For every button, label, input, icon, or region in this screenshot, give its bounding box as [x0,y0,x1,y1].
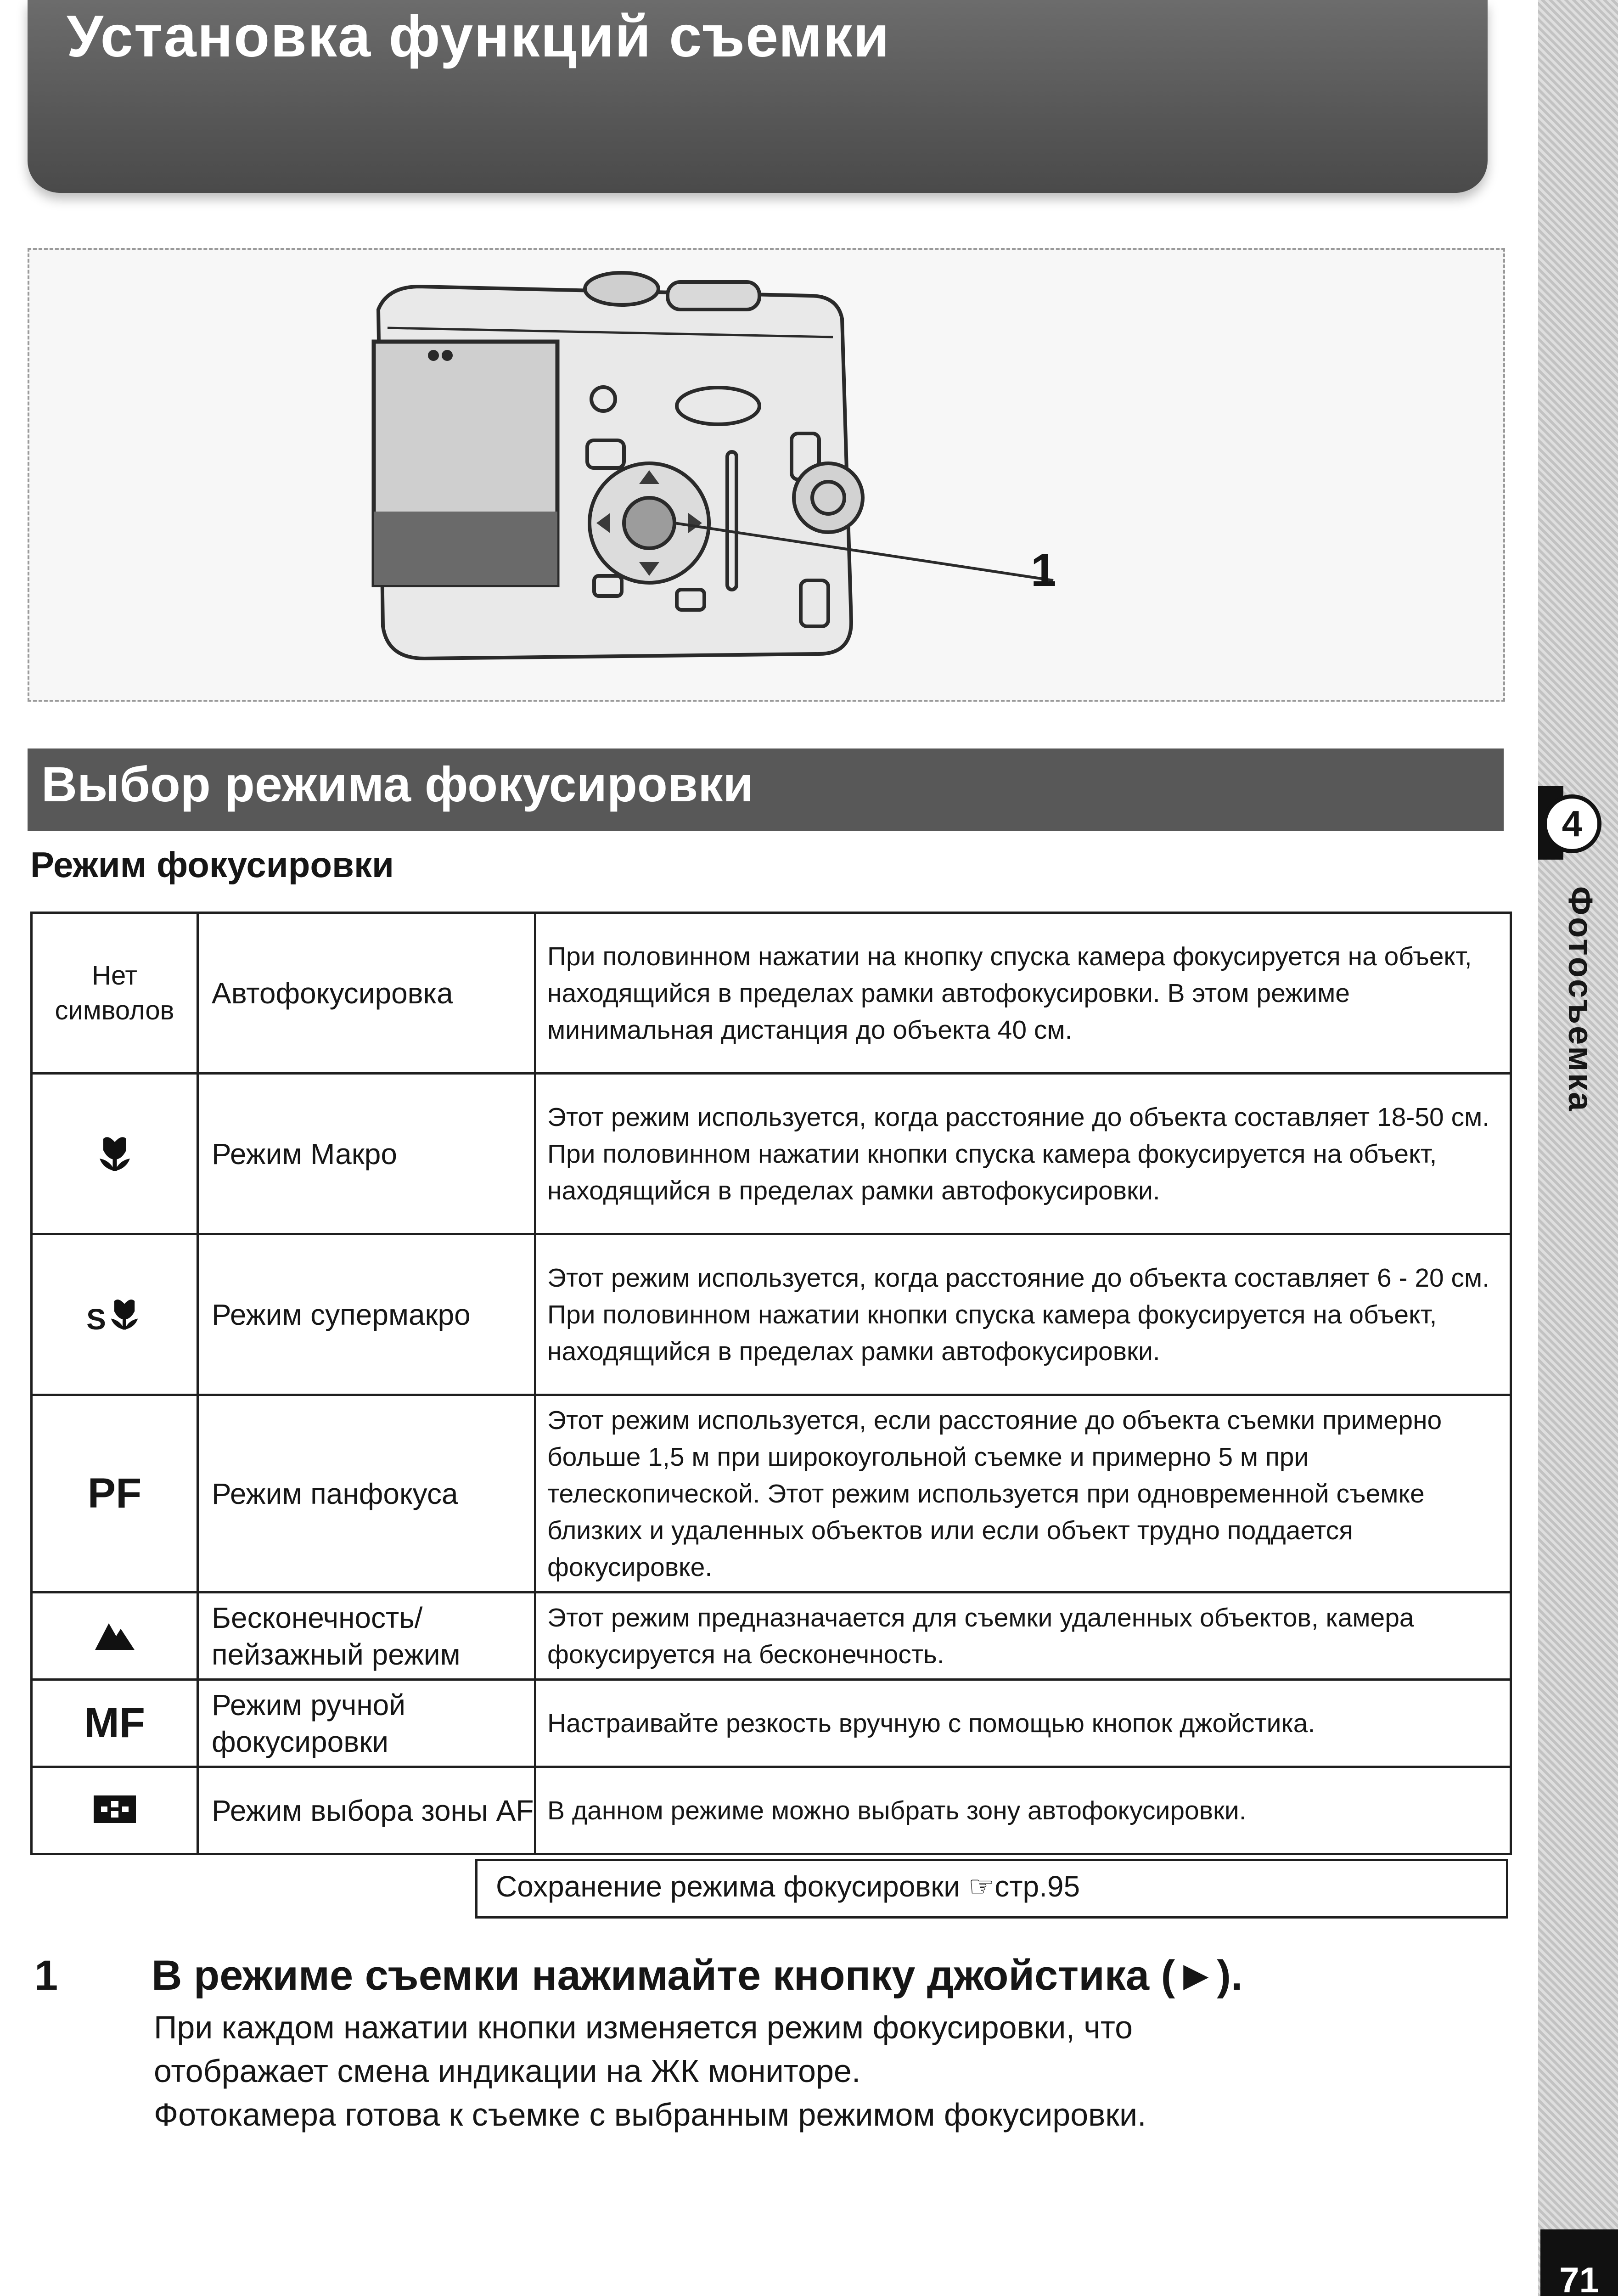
reference-link[interactable]: Сохранение режима фокусировки ☞стр.95 [496,1870,1080,1903]
mode-name: Режим Макро [198,1074,535,1234]
mode-icon-cell [32,1074,198,1234]
zoom-lever [668,282,759,310]
step-text-line: отображает смена индикации на ЖК мониторе. [154,2053,861,2089]
section-title: Выбор режима фокусировки [41,756,753,812]
no-symbols-label: Нет символов [55,960,174,1025]
step-title: В режиме съемки нажимайте кнопку джойстика (►). [152,1952,1243,1999]
mode-name: Автофокусировка [198,913,535,1074]
table-row [32,1593,1511,1680]
mode-icon-cell [32,913,198,1074]
callout-number: 1 [1031,545,1056,596]
mode-icon-cell [32,1234,198,1395]
mode-dial [794,463,863,532]
mf-text-icon: MF [84,1699,145,1746]
sub-heading: Режим фокусировки [30,844,394,885]
page-title: Установка функций съемки [67,4,890,69]
mode-name: Режим панфокуса [198,1395,535,1593]
shutter-button [585,273,658,305]
camera-illustration [28,248,1505,702]
pf-text-icon: PF [87,1470,142,1517]
macro-flower-icon [94,1132,135,1173]
mode-name: Режим ручной фокусировки [198,1680,535,1767]
mode-icon-cell [32,1593,198,1680]
table-row [32,1767,1511,1854]
table-row [32,1680,1511,1767]
step-text-line: Фотокамера готова к съемке с выбранным режимом фокусировки. [154,2097,1146,2133]
mode-description: Этот режим используется, когда расстояние до объекта составляет 18-50 см. При половинном нажатии кнопки спуска камера фокусируется на объект, находящийся в пределах рамки автофокусировки. [535,1074,1511,1234]
mode-icon-cell [32,1680,198,1767]
mode-name: Режим выбора зоны AF [198,1767,535,1854]
mode-description: При половинном нажатии на кнопку спуска камера фокусируется на объект, находящийся в пределах рамки автофокусировки. В этом режиме минимальная дистанция до объекта 40 см. [535,913,1511,1074]
step-text-line: При каждом нажатии кнопки изменяется режим фокусировки, что [154,2009,1133,2045]
focus-mode-table [30,912,1512,1855]
page-number: 71 [1559,2260,1599,2296]
supermacro-flower-icon [106,1293,143,1334]
mode-description: Настраивайте резкость вручную с помощью кнопок джойстика. [535,1680,1511,1767]
mode-icon-cell [32,1395,198,1593]
mode-name: Бесконечность/ пейзажный режим [198,1593,535,1680]
mountain-icon [94,1619,135,1651]
camera-drawing [29,250,1503,700]
table-row [32,1074,1511,1234]
chapter-number: 4 [1543,794,1601,853]
mode-description: Этот режим предназначается для съемки удаленных объектов, камера фокусируется на бесконечность. [535,1593,1511,1680]
mode-icon-cell [32,1767,198,1854]
supermacro-prefix: S [86,1303,106,1336]
controller-center [624,498,674,548]
mode-description: Этот режим используется, когда расстояние до объекта составляет 6 - 20 см. При половинном нажатии кнопки спуска камера фокусируется на объект, находящийся в пределах рамки автофокусировки. [535,1234,1511,1395]
side-strip [1538,0,1618,2296]
mode-description: Этот режим используется, если расстояние до объекта съемки примерно больше 1,5 м при широкоугольной съемке и примерно 5 м при телескопической. Этот режим используется при одновременной съемке близких и удаленных объектов или если объект трудно поддается фокусировке. [535,1395,1511,1593]
table-row [32,1234,1511,1395]
af-area-icon [93,1795,137,1824]
mode-description: В данном режиме можно выбрать зону автофокусировки. [535,1767,1511,1854]
table-row [32,1395,1511,1593]
table-row [32,913,1511,1074]
mode-name: Режим супермакро [198,1234,535,1395]
step-number: 1 [34,1952,58,1999]
reference-box [475,1859,1508,1919]
chapter-label: Фотосъемка [1562,886,1600,1113]
